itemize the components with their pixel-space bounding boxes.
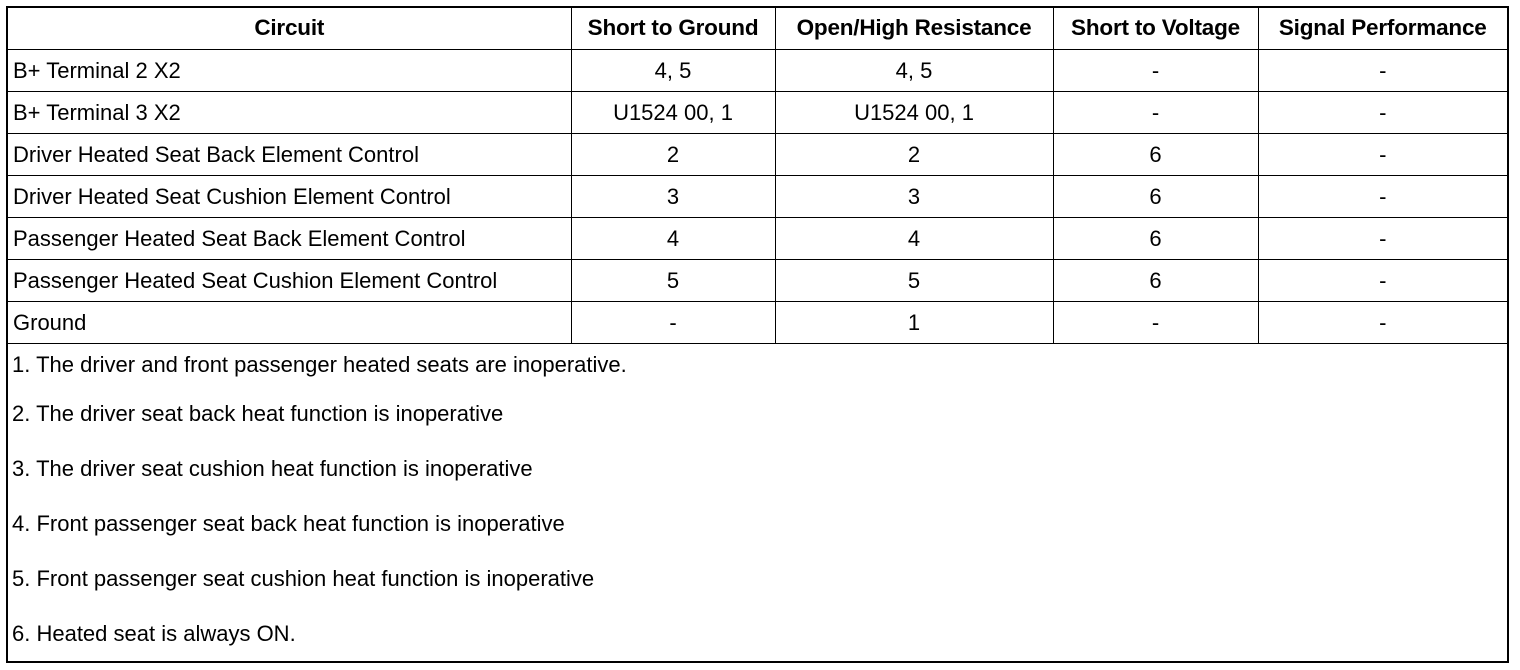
note-item: 5. Front passenger seat cushion heat function is inoperative [12,565,595,591]
notes-list [12,344,1503,661]
short-to-ground-cell: 4 [571,218,775,260]
short-to-voltage-cell: - [1053,50,1258,92]
short-to-ground-cell: 3 [571,176,775,218]
circuit-cell: Ground [7,302,571,344]
signal-performance-cell: - [1258,92,1508,134]
note-item: 3. The driver seat cushion heat function is inoperative [12,455,533,481]
table-row [7,176,1508,218]
notes-cell [7,344,1508,663]
signal-performance-cell: - [1258,176,1508,218]
table-row [7,92,1508,134]
circuit-cell: Passenger Heated Seat Cushion Element Control [7,260,571,302]
table-row [7,218,1508,260]
circuit-cell: Driver Heated Seat Cushion Element Control [7,176,571,218]
table-row [7,260,1508,302]
signal-performance-cell: - [1258,50,1508,92]
short-to-voltage-cell: 6 [1053,134,1258,176]
signal-performance-cell: - [1258,134,1508,176]
table-row [7,50,1508,92]
open-high-resistance-cell: 3 [775,176,1053,218]
open-high-resistance-cell: 2 [775,134,1053,176]
header-short-to-voltage: Short to Voltage [1053,7,1258,50]
note-item: 4. Front passenger seat back heat function is inoperative [12,510,565,536]
short-to-voltage-cell: 6 [1053,176,1258,218]
short-to-voltage-cell: - [1053,302,1258,344]
open-high-resistance-cell: 4, 5 [775,50,1053,92]
signal-performance-cell: - [1258,218,1508,260]
signal-performance-cell: - [1258,302,1508,344]
header-circuit: Circuit [7,7,571,50]
table-row [7,134,1508,176]
circuit-cell: B+ Terminal 2 X2 [7,50,571,92]
header-row [7,7,1508,50]
open-high-resistance-cell: U1524 00, 1 [775,92,1053,134]
header-signal-performance: Signal Performance [1258,7,1508,50]
table-row [7,302,1508,344]
open-high-resistance-cell: 5 [775,260,1053,302]
note-item: 6. Heated seat is always ON. [12,620,296,646]
diagnostic-table [6,6,1509,663]
signal-performance-cell: - [1258,260,1508,302]
circuit-cell: Passenger Heated Seat Back Element Control [7,218,571,260]
short-to-voltage-cell: 6 [1053,260,1258,302]
notes-row [7,344,1508,663]
short-to-ground-cell: 5 [571,260,775,302]
note-item: 1. The driver and front passenger heated seats are inoperative. [12,352,627,377]
header-short-to-ground: Short to Ground [571,7,775,50]
short-to-voltage-cell: 6 [1053,218,1258,260]
note-item: 2. The driver seat back heat function is inoperative [12,400,504,426]
short-to-ground-cell: 2 [571,134,775,176]
header-open-high-resistance: Open/High Resistance [775,7,1053,50]
open-high-resistance-cell: 1 [775,302,1053,344]
short-to-voltage-cell: - [1053,92,1258,134]
circuit-cell: B+ Terminal 3 X2 [7,92,571,134]
short-to-ground-cell: U1524 00, 1 [571,92,775,134]
short-to-ground-cell: 4, 5 [571,50,775,92]
short-to-ground-cell: - [571,302,775,344]
open-high-resistance-cell: 4 [775,218,1053,260]
circuit-cell: Driver Heated Seat Back Element Control [7,134,571,176]
